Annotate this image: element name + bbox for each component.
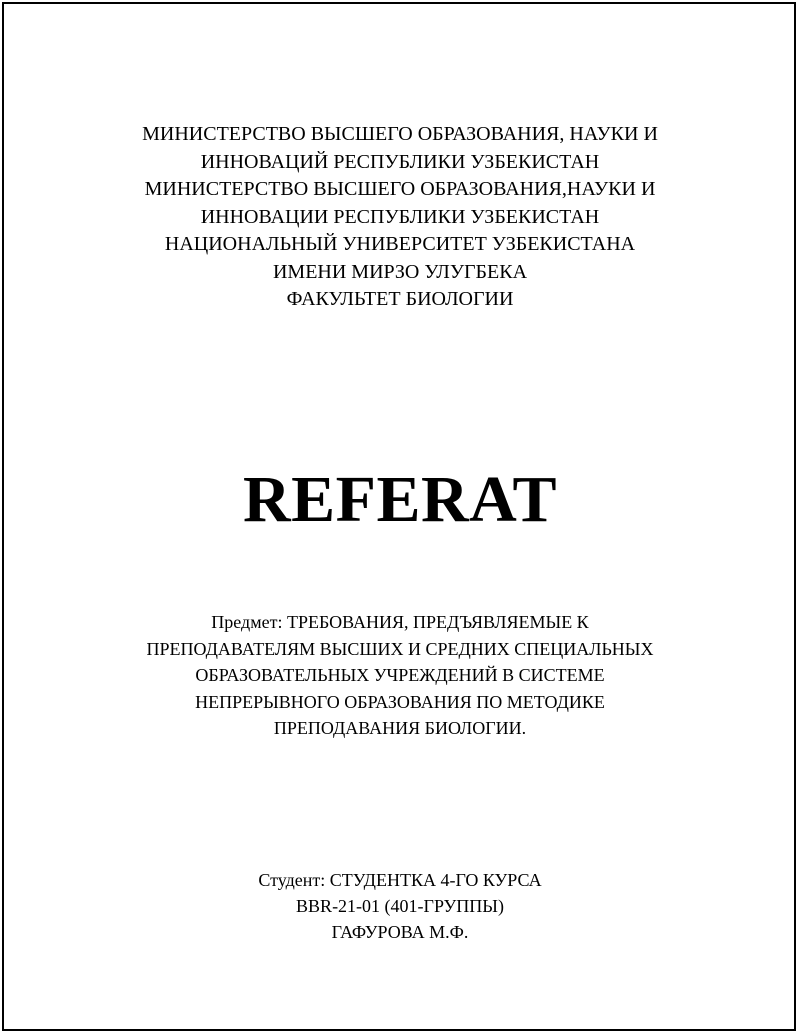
ministry-header — [0, 121, 800, 314]
subject-line: ПРЕПОДАВАНИЯ БИОЛОГИИ. — [273, 718, 527, 738]
student-line: ГАФУРОВА М.Ф. — [331, 922, 469, 942]
subject-block — [0, 609, 800, 742]
header-line: НАЦИОНАЛЬНЫЙ УНИВЕРСИТЕТ УЗБЕКИСТАНА — [164, 233, 636, 255]
header-line: ИННОВАЦИИ РЕСПУБЛИКИ УЗБЕКИСТАН — [200, 205, 600, 228]
header-line: ИМЕНИ МИРЗО УЛУГБЕКА — [272, 260, 528, 283]
header-line: МИНИСТЕРСТВО ВЫСШЕГО ОБРАЗОВАНИЯ,НАУКИ И — [144, 178, 656, 200]
student-line: BBR-21-01 (401-ГРУППЫ) — [296, 896, 504, 916]
header-line: МИНИСТЕРСТВО ВЫСШЕГО ОБРАЗОВАНИЯ, НАУКИ И — [142, 123, 658, 145]
subject-line: ОБРАЗОВАТЕЛЬНЫХ УЧРЕЖДЕНИЙ В СИСТЕМЕ — [195, 665, 605, 685]
header-line: ИННОВАЦИЙ РЕСПУБЛИКИ УЗБЕКИСТАН — [200, 150, 600, 173]
subject-line: Предмет: ТРЕБОВАНИЯ, ПРЕДЪЯВЛЯЕМЫЕ К — [211, 612, 589, 632]
document-title: REFERAT — [243, 463, 557, 536]
subject-line: НЕПРЕРЫВНОГО ОБРАЗОВАНИЯ ПО МЕТОДИКЕ — [195, 691, 605, 712]
subject-line: ПРЕПОДАВАТЕЛЯМ ВЫСШИХ И СРЕДНИХ СПЕЦИАЛЬНЫХ — [146, 638, 654, 659]
student-block — [0, 867, 800, 945]
header-line: ФАКУЛЬТЕТ БИОЛОГИИ — [286, 288, 514, 310]
student-line: Студент: СТУДЕНТКА 4-ГО КУРСА — [258, 870, 542, 890]
